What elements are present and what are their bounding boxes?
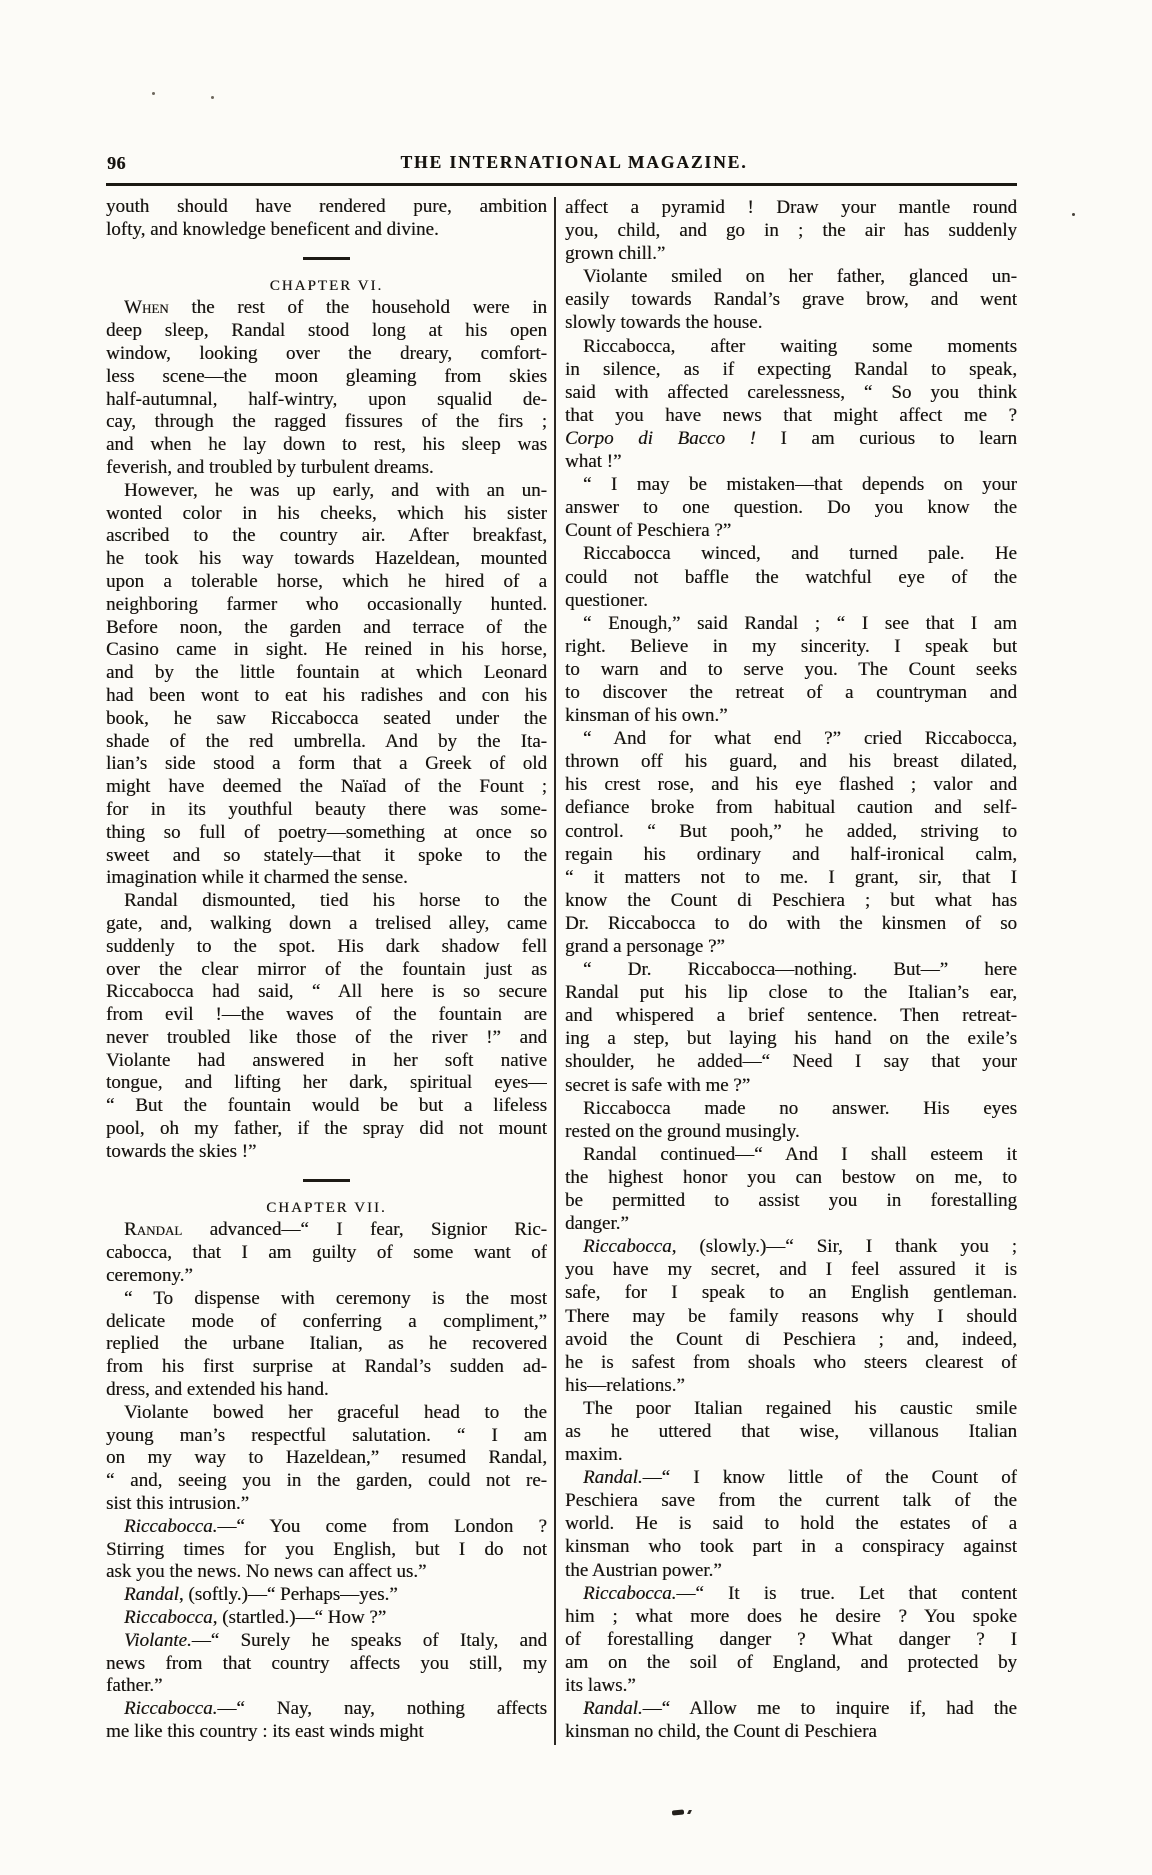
text-line: “ To dispense with ceremony is the most	[124, 1287, 547, 1309]
header-rule	[106, 183, 1017, 186]
paragraph	[106, 297, 547, 479]
paragraph	[565, 1143, 1017, 1235]
text-line: rested on the ground musingly.	[565, 1120, 800, 1142]
text-line: wonted color in his cheeks, which his sister	[106, 502, 547, 524]
paragraph	[565, 958, 1017, 1097]
text-line: replied the urbane Italian, as he recovered	[106, 1333, 547, 1355]
text-line: his—relations.”	[565, 1374, 685, 1396]
text-line: secret is safe with me ?”	[565, 1074, 751, 1096]
paragraph	[565, 335, 1017, 474]
text-line: questioner.	[565, 589, 648, 611]
text-line: cabocca, that I am guilty of some want of	[106, 1242, 547, 1264]
text-line: gate, and, walking down a trelised alley, came	[106, 912, 547, 934]
paragraph	[106, 480, 547, 890]
text-line: sweet and so stately—that it spoke to the	[106, 844, 547, 866]
paragraph	[565, 542, 1017, 611]
text-line: said with affected carelessness, “ So you think	[565, 381, 1017, 403]
chapter-heading: CHAPTER VII.	[266, 1199, 387, 1216]
text-line: kinsman who took part in a conspiracy against	[565, 1536, 1017, 1558]
text-line: maxim.	[565, 1444, 623, 1466]
text-line: and whispered a brief sentence. Then retreat-	[565, 1005, 1017, 1027]
text-line: father.”	[106, 1675, 163, 1697]
text-line: me like this country : its east winds might	[106, 1721, 424, 1742]
text-line: Dr. Riccabocca to do with the kinsmen of so	[565, 912, 1017, 934]
text-line: safe, for I speak to an English gentleman.	[565, 1282, 1017, 1304]
text-line: regain his ordinary and half-ironical calm,	[565, 843, 1017, 865]
text-line: grown chill.”	[565, 243, 666, 265]
text-line: from evil !—the waves of the fountain are	[106, 1004, 547, 1026]
text-line: for in its youthful beauty there was some-	[106, 798, 547, 820]
text-line: could not baffle the watchful eye of the	[565, 566, 1017, 588]
text-line: Stirring times for you English, but I do not	[106, 1538, 547, 1560]
text-line: Violante smiled on her father, glanced un-	[583, 266, 1017, 288]
text-line: Riccabocca had said, “ All here is so secure	[106, 981, 547, 1003]
paragraph	[106, 890, 547, 1164]
text-line: and when he lay down to rest, his sleep was	[106, 434, 547, 456]
text-line: However, he was up early, and with an un-	[124, 479, 547, 501]
paragraph	[565, 1582, 1017, 1697]
text-line: Riccabocca.—“ You come from London ?	[124, 1515, 547, 1537]
ink-speck	[211, 96, 214, 99]
text-line: Randal dismounted, tied his horse to the	[124, 890, 547, 912]
text-line: half-autumnal, half-wintry, upon squalid de-	[106, 388, 547, 410]
text-line: Violante bowed her graceful head to the	[124, 1401, 547, 1423]
text-line: upon a tolerable horse, which he hired of a	[106, 570, 547, 592]
text-line: Riccabocca, (slowly.)—“ Sir, I thank you ;	[583, 1236, 1017, 1258]
paragraph	[565, 727, 1017, 958]
text-line: Riccabocca winced, and turned pale. He	[583, 543, 1017, 565]
text-line: you, child, and go in ; the air has suddenly	[565, 220, 1017, 242]
text-line: his crest rose, and his eye flashed ; valor and	[565, 774, 1017, 796]
text-line: over the clear mirror of the fountain just as	[106, 958, 547, 980]
ink-smudge	[687, 1810, 692, 1814]
paragraph	[565, 196, 1017, 265]
text-line: slowly towards the house.	[565, 312, 763, 334]
text-line: thrown off his guard, and his breast dilated,	[565, 751, 1017, 773]
text-line: book, he saw Riccabocca seated under the	[106, 707, 547, 729]
text-line: The poor Italian regained his caustic smile	[583, 1397, 1017, 1419]
text-line: the highest honor you can bestow on me, to	[565, 1166, 1017, 1188]
text-line: “ Dr. Riccabocca—nothing. But—” here	[583, 959, 1017, 981]
text-line: on my way to Hazeldean,” resumed Randal,	[106, 1447, 547, 1469]
text-line: Randal advanced—“ I fear, Signior Ric-	[124, 1219, 547, 1241]
ink-speck	[152, 92, 155, 95]
text-line: had been wont to eat his radishes and con his	[106, 684, 547, 706]
paragraph	[565, 1466, 1017, 1581]
text-line: “ and, seeing you in the garden, could not re-	[106, 1470, 547, 1492]
text-line: Riccabocca made no answer. His eyes	[583, 1097, 1017, 1119]
text-line: affect a pyramid ! Draw your mantle round	[565, 197, 1017, 218]
text-line: When the rest of the household were in	[124, 297, 547, 319]
text-line: avoid the Count di Peschiera ; and, indeed,	[565, 1328, 1017, 1350]
text-line: thing so full of poetry—something at once so	[106, 821, 547, 843]
text-line: ing a step, but laying his hand on the exile’s	[565, 1028, 1017, 1050]
text-line: youth should have rendered pure, ambition	[106, 196, 547, 217]
text-line: Randal.—“ I know little of the Count of	[583, 1467, 1017, 1489]
text-line: Casino came in sight. He reined in his horse,	[106, 639, 547, 661]
text-line: cay, through the ragged fissures of the firs ;	[106, 411, 547, 433]
text-line: Randal, (softly.)—“ Perhaps—yes.”	[124, 1584, 398, 1606]
text-line: news from that country affects you still, my	[106, 1652, 547, 1674]
paragraph	[565, 612, 1017, 727]
text-line: shoulder, he added—“ Need I say that your	[565, 1051, 1017, 1073]
text-line: Riccabocca, (startled.)—“ How ?”	[124, 1607, 387, 1629]
magazine-title: THE INTERNATIONAL MAGAZINE.	[400, 152, 748, 172]
text-line: defiance broke from habitual caution and self-	[565, 797, 1017, 819]
text-line: danger.”	[565, 1213, 629, 1235]
text-line: Randal.—“ Allow me to inquire if, had the	[583, 1698, 1017, 1720]
text-line: Peschiera save from the current talk of the	[565, 1490, 1017, 1512]
text-line: lofty, and knowledge beneficent and divine.	[106, 218, 439, 240]
text-line: be permitted to assist you in forestalling	[565, 1190, 1017, 1212]
paragraph	[106, 1516, 547, 1584]
text-line: know the Count di Peschiera ; but what has	[565, 889, 1017, 911]
text-line: that you have news that might affect me ?	[565, 404, 1017, 426]
text-line: kinsman of his own.”	[565, 705, 728, 727]
text-line: kinsman no child, the Count di Peschiera	[565, 1721, 877, 1743]
paragraph	[106, 1402, 547, 1516]
page-number: 96	[107, 153, 126, 173]
paragraph	[106, 1288, 547, 1402]
text-line: ceremony.”	[106, 1265, 193, 1287]
text-line: Riccabocca.—“ It is true. Let that content	[583, 1582, 1017, 1604]
text-line: shade of the red umbrella. And by the Ita-	[106, 730, 547, 752]
text-line: might have deemed the Naïad of the Fount ;	[106, 776, 547, 798]
ink-speck	[1072, 213, 1075, 216]
text-line: window, looking over the dreary, comfort-	[106, 342, 547, 364]
text-line: he is safest from shoals who steers clearest of	[565, 1351, 1017, 1373]
text-line: Violante.—“ Surely he speaks of Italy, and	[124, 1629, 547, 1651]
text-line: young man’s respectful salutation. “ I am	[106, 1424, 547, 1446]
text-line: “ But the fountain would be but a lifeless	[106, 1095, 547, 1117]
ink-smudge	[672, 1809, 684, 1815]
paragraph	[106, 1630, 547, 1698]
text-line: Riccabocca.—“ Nay, nay, nothing affects	[124, 1698, 547, 1720]
text-line: Corpo di Bacco ! I am curious to learn	[565, 427, 1017, 449]
text-line: to warn and to serve you. The Count seeks	[565, 658, 1017, 680]
text-line: “ Enough,” said Randal ; “ I see that I am	[583, 612, 1017, 634]
left-column	[106, 196, 547, 1744]
text-line: you have my secret, and I feel assured it is	[565, 1259, 1017, 1281]
text-line: of forestalling danger ? What danger ? I	[565, 1628, 1017, 1650]
text-line: lian’s side stood a form that a Greek of old	[106, 753, 547, 775]
text-line: pool, oh my father, if the spray did not mount	[106, 1118, 547, 1140]
text-line: right. Believe in my sincerity. I speak but	[565, 635, 1017, 657]
text-line: answer to one question. Do you know the	[565, 497, 1017, 519]
text-line: control. “ But pooh,” he added, striving to	[565, 820, 1017, 842]
text-line: Riccabocca, after waiting some moments	[583, 335, 1017, 357]
paragraph	[106, 1219, 547, 1287]
text-line: “ it matters not to me. I grant, sir, that I	[565, 866, 1017, 888]
text-line: am on the soil of England, and protected by	[565, 1651, 1017, 1673]
text-line: never troubled like those of the river !” and	[106, 1026, 547, 1048]
text-line: delicate mode of conferring a compliment,”	[106, 1310, 547, 1332]
column-divider-rule	[554, 197, 556, 1745]
text-line: from his first surprise at Randal’s sudden ad-	[106, 1356, 547, 1378]
text-line: tongue, and lifting her dark, spiritual eyes—	[106, 1072, 547, 1094]
text-line: Before noon, the garden and terrace of the	[106, 616, 547, 638]
paragraph	[106, 1607, 547, 1630]
text-line: less scene—the moon gleaming from skies	[106, 365, 547, 387]
paragraph	[565, 1397, 1017, 1466]
text-line: There may be family reasons why I should	[565, 1305, 1017, 1327]
paragraph	[565, 473, 1017, 542]
text-line: its laws.”	[565, 1675, 636, 1696]
text-line: easily towards Randal’s grave brow, and went	[565, 289, 1017, 311]
paragraph	[565, 1235, 1017, 1397]
text-line: Randal continued—“ And I shall esteem it	[583, 1143, 1017, 1165]
text-line: “ And for what end ?” cried Riccabocca,	[583, 728, 1017, 750]
text-line: Count of Peschiera ?”	[565, 520, 732, 542]
text-line: ask you the news. No news can affect us.”	[106, 1561, 427, 1583]
text-line: he took his way towards Hazeldean, mounted	[106, 548, 547, 570]
section-divider-rule	[303, 257, 350, 260]
text-line: grand a personage ?”	[565, 936, 725, 957]
text-line: deep sleep, Randal stood long at his open	[106, 320, 547, 342]
chapter-heading: CHAPTER VI.	[269, 277, 384, 294]
right-column	[565, 196, 1017, 1743]
text-line: “ I may be mistaken—that depends on your	[583, 474, 1017, 496]
text-line: as he uttered that wise, villanous Italian	[565, 1420, 1017, 1442]
text-line: the Austrian power.”	[565, 1559, 722, 1581]
text-line: neighboring farmer who occasionally hunted.	[106, 593, 547, 615]
paragraph	[106, 1698, 547, 1744]
paragraph	[565, 1697, 1017, 1743]
text-line: towards the skies !”	[106, 1140, 257, 1162]
text-line: dress, and extended his hand.	[106, 1379, 329, 1401]
paragraph	[565, 1097, 1017, 1143]
text-line: and by the little fountain at which Leonard	[106, 662, 547, 684]
text-line: sist this intrusion.”	[106, 1493, 250, 1515]
text-line: him ; what more does he desire ? You spoke	[565, 1605, 1017, 1627]
section-divider-rule	[303, 1179, 350, 1182]
text-line: world. He is said to hold the estates of a	[565, 1513, 1017, 1535]
paragraph	[565, 265, 1017, 334]
text-line: Violante had answered in her soft native	[106, 1049, 547, 1071]
paragraph	[106, 196, 547, 242]
text-line: Randal put his lip close to the Italian’s ear,	[565, 982, 1017, 1004]
text-line: imagination while it charmed the sense.	[106, 867, 408, 889]
text-line: what !”	[565, 451, 622, 473]
text-line: to discover the retreat of a countryman and	[565, 681, 1017, 703]
text-line: feverish, and troubled by turbulent dreams.	[106, 456, 434, 478]
text-line: suddenly to the spot. His dark shadow fell	[106, 935, 547, 957]
paragraph	[106, 1584, 547, 1607]
text-line: ascribed to the country air. After breakfast,	[106, 525, 547, 547]
text-line: in silence, as if expecting Randal to speak,	[565, 358, 1017, 380]
